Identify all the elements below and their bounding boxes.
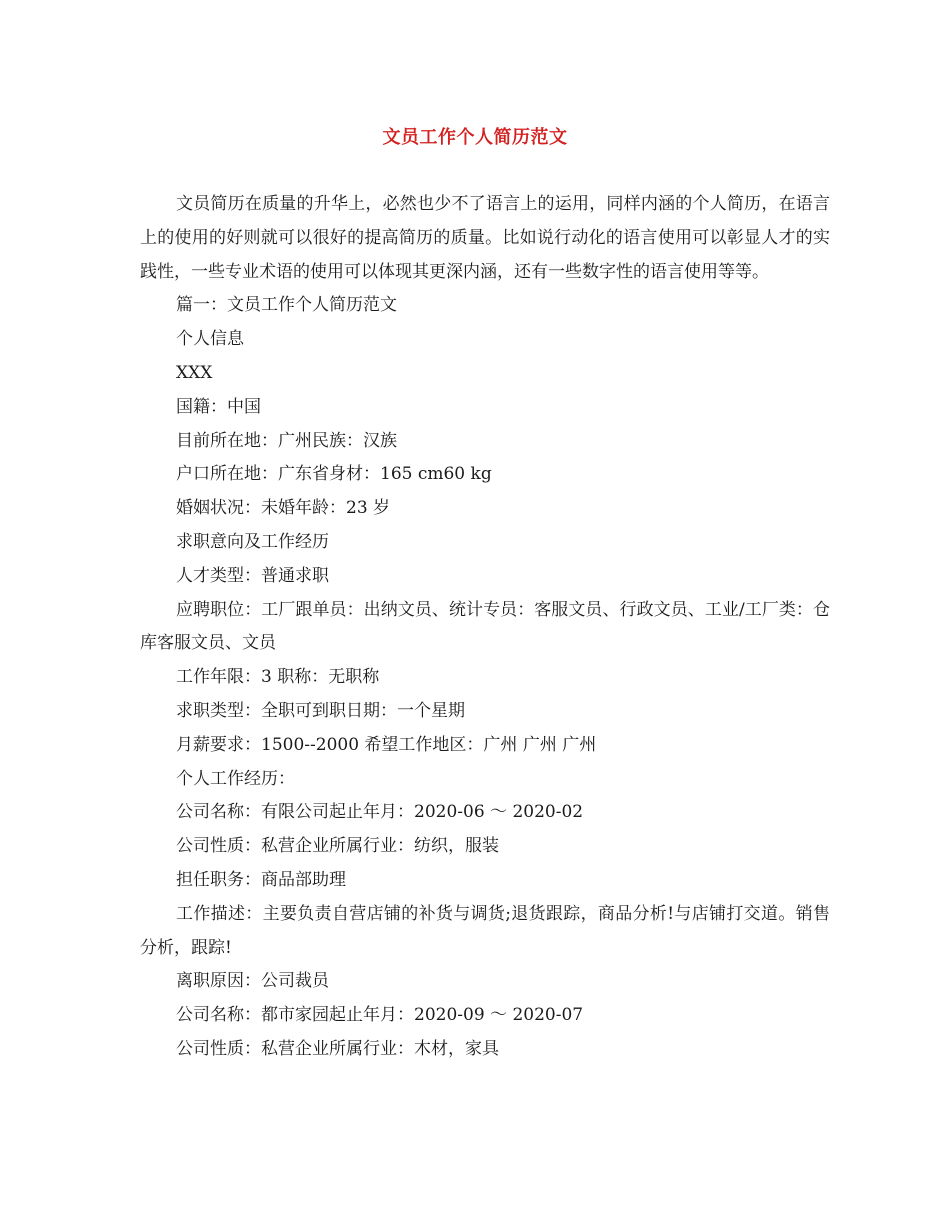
personal-info-heading: 个人信息: [176, 329, 244, 350]
company-name-line: 公司名称：有限公司起止年月：2020-06 ～ 2020-02: [176, 802, 584, 823]
job-intent-heading: 求职意向及工作经历: [176, 531, 329, 552]
nationality-line: 国籍：中国: [176, 396, 261, 417]
work-years-line: 工作年限：3 职称：无职称: [176, 667, 380, 688]
company-nature-line-2: 公司性质：私营企业所属行业：木材，家具: [176, 1038, 499, 1059]
job-type-line: 求职类型：全职可到职日期：一个星期: [176, 700, 465, 721]
leave-reason-line: 离职原因：公司裁员: [176, 971, 329, 992]
section-heading: 篇一：文员工作个人简历范文: [176, 295, 397, 316]
talent-type-line: 人才类型：普通求职: [176, 565, 329, 586]
hukou-line: 户口所在地：广东省身材：165 cm60 kg: [176, 464, 492, 485]
name-line: XXX: [176, 362, 213, 383]
document-title: 文员工作个人简历范文: [382, 127, 568, 148]
salary-line: 月薪要求：1500--2000 希望工作地区：广州 广州 广州: [176, 734, 597, 755]
location-line: 目前所在地：广州民族：汉族: [176, 430, 397, 451]
job-description-line: 工作描述：主要负责自营店铺的补货与调货;退货跟踪，商品分析!与店铺打交道。销售分析，跟踪!: [140, 903, 830, 958]
company-name-line-2: 公司名称：都市家园起止年月：2020-09 ～ 2020-07: [176, 1005, 584, 1026]
document-body: [140, 188, 830, 1067]
work-history-heading: 个人工作经历：: [176, 768, 295, 789]
position-held-line: 担任职务：商品部助理: [176, 869, 346, 890]
company-nature-line: 公司性质：私营企业所属行业：纺织，服装: [176, 836, 499, 857]
marital-line: 婚姻状况：未婚年龄：23 岁: [176, 498, 391, 519]
intro-paragraph: 文员简历在质量的升华上，必然也少不了语言上的运用，同样内涵的个人简历，在语言上的使用的好则就可以很好的提高简历的质量。比如说行动化的语言使用可以彰显人才的实践性，一些专业术语的使用可以体现其更深内涵，还有一些数字性的语言使用等等。: [140, 194, 830, 282]
applied-position-line: 应聘职位：工厂跟单员：出纳文员、统计专员：客服文员、行政文员、工业/工厂类：仓库客服文员、文员: [140, 599, 830, 654]
